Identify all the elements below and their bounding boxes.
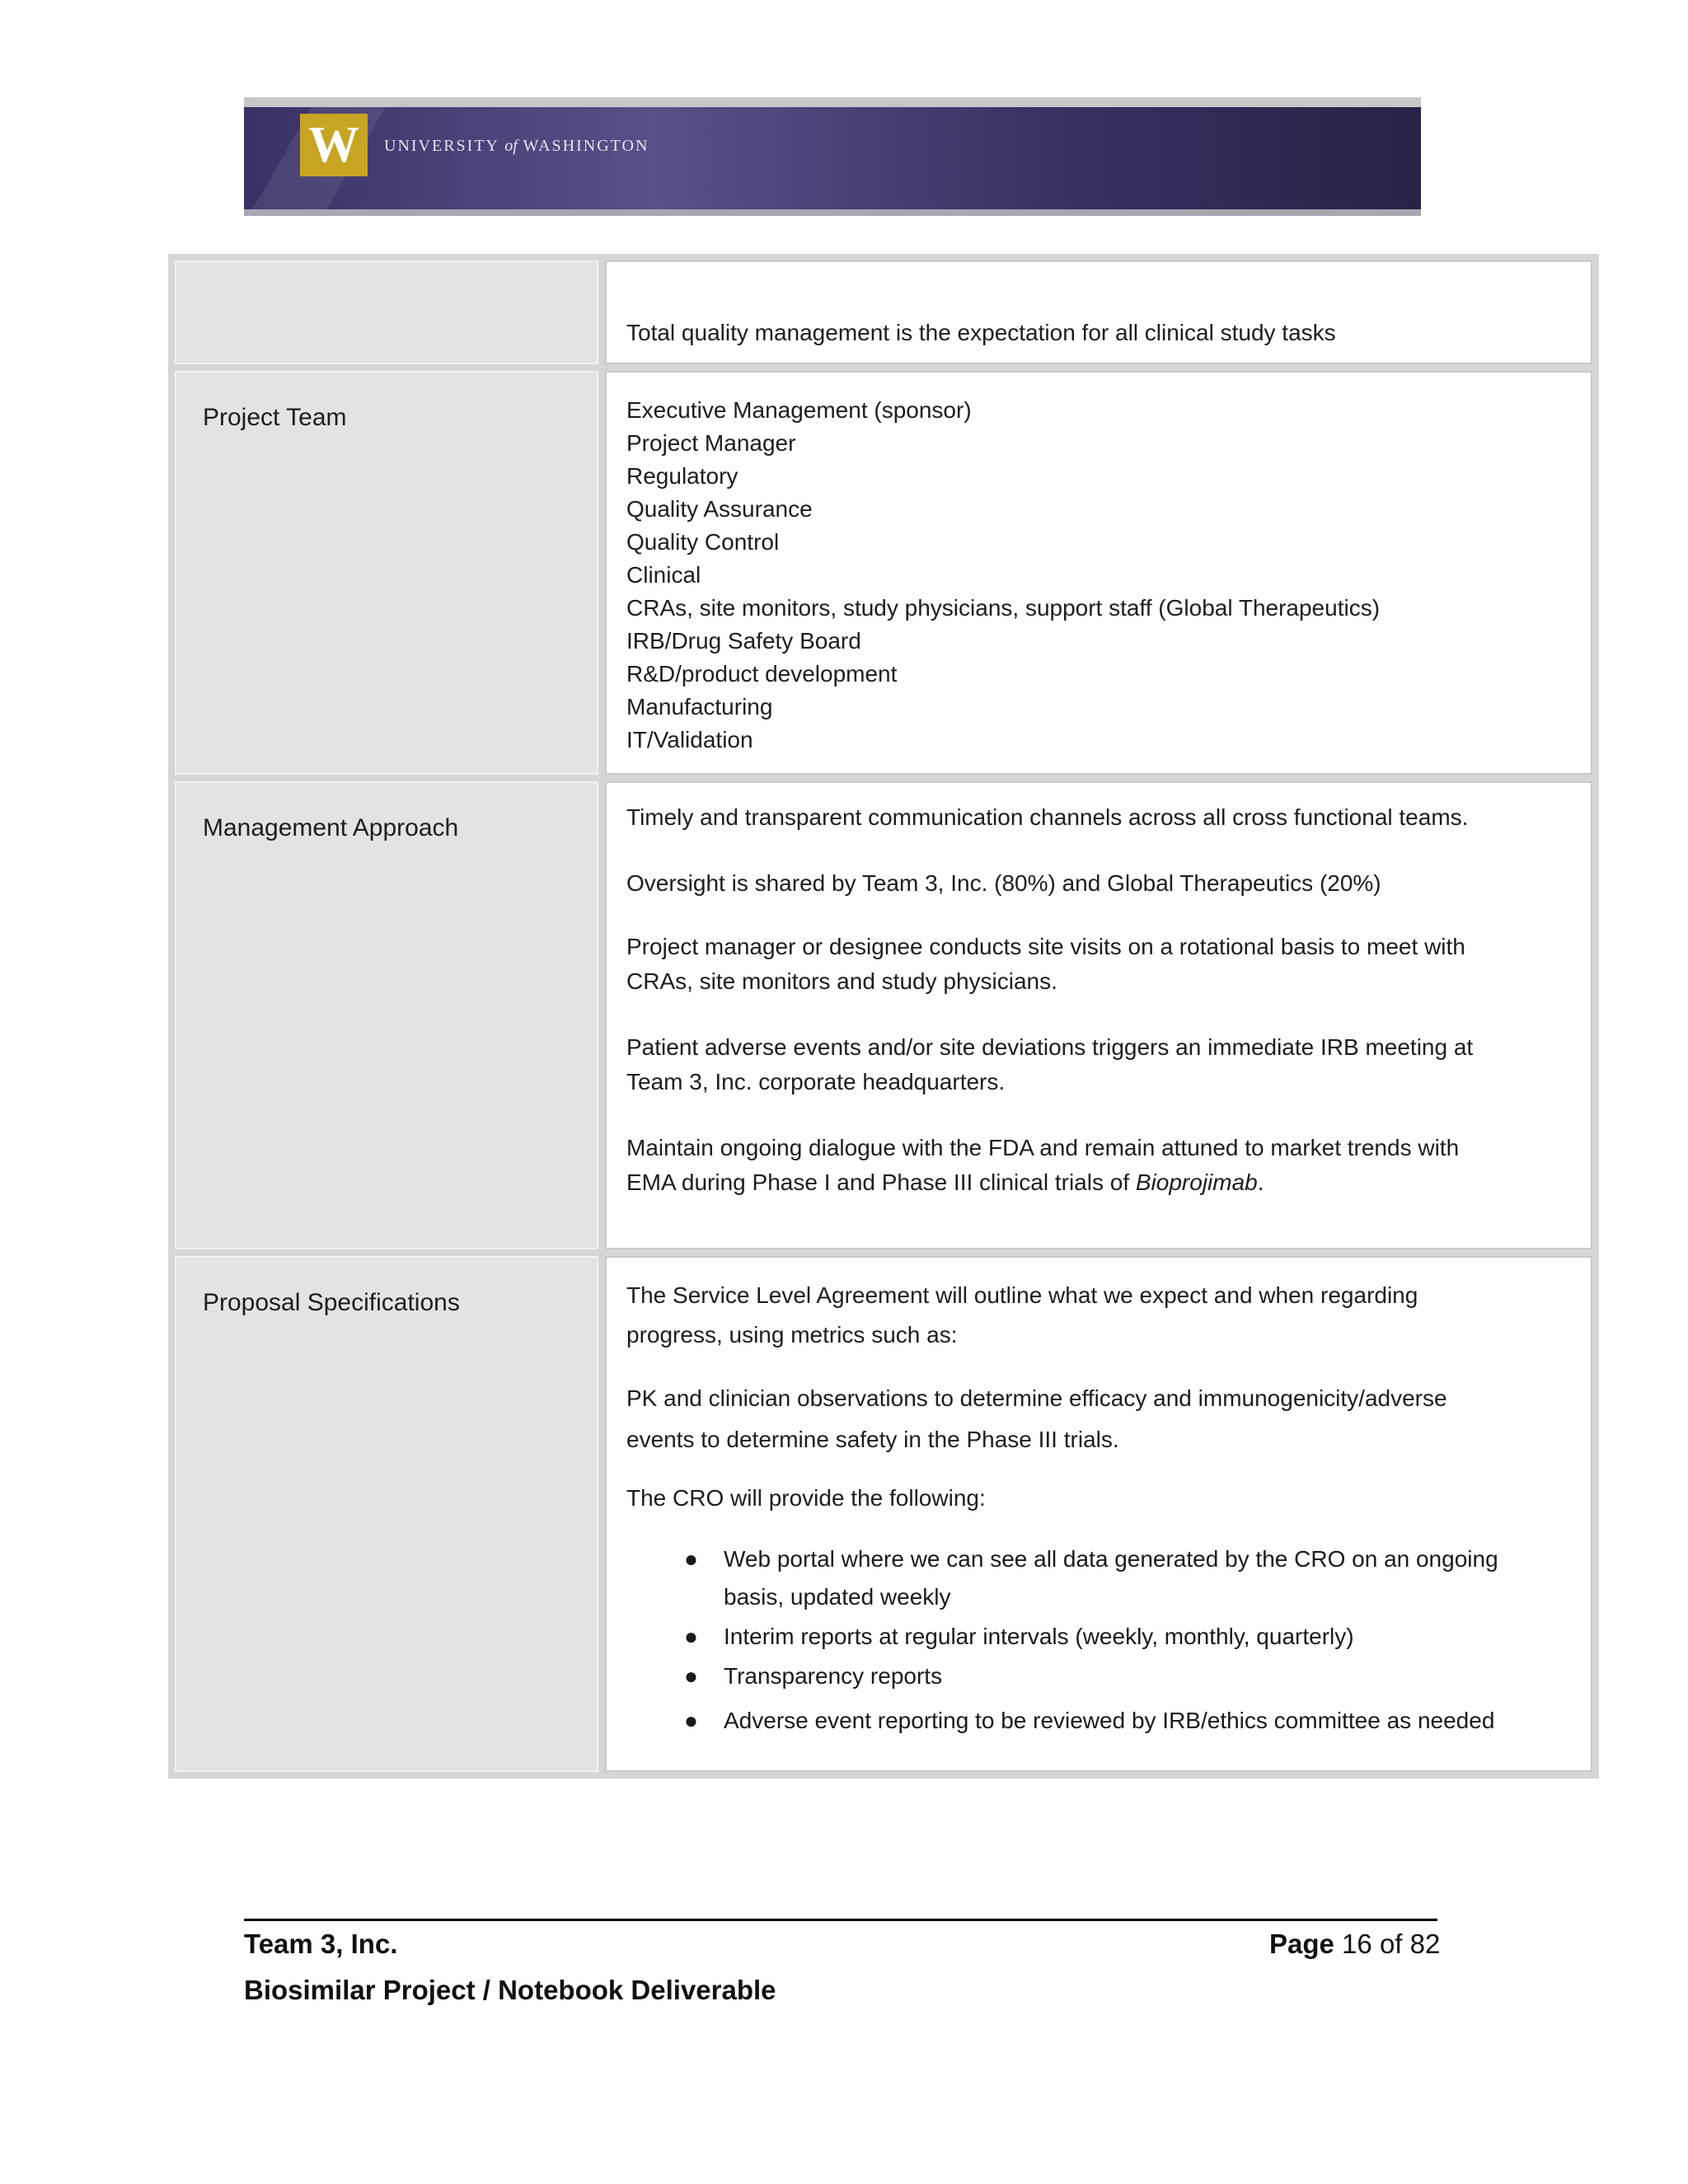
row-label-cell: [175, 371, 598, 775]
list-item: Manufacturing: [626, 694, 773, 719]
table-row-management-approach: [175, 781, 1592, 1249]
project-team-list: [626, 394, 1380, 757]
table-row-project-team: [175, 371, 1592, 775]
row-label-cell: [175, 1256, 598, 1772]
university-banner: [244, 97, 1421, 216]
row-content-cell: [605, 371, 1592, 775]
list-item: Web portal where we can see all data generated by the CRO on an ongoing: [724, 1546, 1498, 1572]
university-name-part1: UNIVERSITY: [384, 137, 499, 155]
row-label-cell: [175, 781, 598, 1249]
approach-paragraph-1: Timely and transparent communication channels across all cross functional teams.: [626, 804, 1469, 830]
list-item: Interim reports at regular intervals (weekly, monthly, quarterly): [724, 1624, 1354, 1649]
proposal-specifications-label: Proposal Specifications: [203, 1289, 460, 1316]
list-item: Transparency reports: [724, 1663, 943, 1689]
row-content-cell: [605, 781, 1592, 1249]
list-item: basis, updated weekly: [724, 1584, 951, 1610]
project-team-label: Project Team: [203, 404, 347, 431]
spec-paragraph-3: The CRO will provide the following:: [626, 1485, 986, 1511]
table-row-quality: [175, 260, 1592, 364]
list-item: Project Manager: [626, 430, 796, 456]
list-item: Quality Assurance: [626, 496, 813, 522]
bullet-icon: ●: [684, 1546, 698, 1572]
product-name: Bioprojimab: [1135, 1169, 1258, 1195]
row-content-cell: [605, 260, 1592, 364]
content-table: [168, 254, 1599, 1779]
bullet-icon: ●: [684, 1708, 698, 1733]
table-row-proposal-specifications: [175, 1256, 1592, 1772]
list-item: IT/Validation: [626, 727, 753, 752]
list-item: Adverse event reporting to be reviewed by IRB/ethics committee as needed: [724, 1708, 1495, 1733]
row-content-cell: [605, 1256, 1592, 1772]
list-item: Regulatory: [626, 463, 738, 489]
university-name-of: of: [504, 137, 518, 155]
footer-divider: [244, 1919, 1437, 1921]
list-item: Quality Control: [626, 529, 780, 555]
footer-project: Biosimilar Project / Notebook Deliverable: [244, 1975, 776, 2005]
quality-statement: Total quality management is the expectation for all clinical study tasks: [626, 320, 1336, 345]
page-number: Page 16 of 82: [1269, 1929, 1441, 1959]
bullet-icon: ●: [684, 1624, 698, 1649]
list-item: Clinical: [626, 562, 701, 588]
bullet-icon: ●: [684, 1663, 698, 1689]
approach-paragraph-2: Oversight is shared by Team 3, Inc. (80%) and Global Therapeutics (20%): [626, 870, 1381, 896]
uw-w-logo: W: [300, 114, 368, 176]
list-item: Executive Management (sponsor): [626, 397, 972, 423]
list-item: IRB/Drug Safety Board: [626, 628, 861, 654]
list-item: CRAs, site monitors, study physicians, support staff (Global Therapeutics): [626, 595, 1381, 621]
management-approach-label: Management Approach: [203, 814, 459, 841]
spec-paragraph-2: PK and clinician observations to determine efficacy and immunogenicity/adverse events to determine safety in the Phase III trials.: [626, 1385, 1447, 1452]
approach-paragraph-3: Project manager or designee conducts site visits on a rotational basis to meet with CRAs, site monitors and study physicians.: [626, 934, 1465, 994]
approach-paragraph-4: Patient adverse events and/or site deviations triggers an immediate IRB meeting at Team 3, Inc. corporate headquarters.: [626, 1034, 1474, 1094]
university-name-part2: WASHINGTON: [523, 137, 649, 155]
spec-paragraph-1: The Service Level Agreement will outline what we expect and when regarding progress, using metrics such as:: [626, 1282, 1418, 1347]
list-item: R&D/product development: [626, 661, 898, 687]
university-name: [384, 137, 649, 156]
row-label-cell: [175, 260, 598, 364]
approach-paragraph-5: Maintain ongoing dialogue with the FDA and remain attuned to market trends with EMA during Phase I and Phase III clinical trials of Bioprojimab.: [626, 1135, 1460, 1195]
footer-company: Team 3, Inc.: [244, 1929, 398, 1959]
